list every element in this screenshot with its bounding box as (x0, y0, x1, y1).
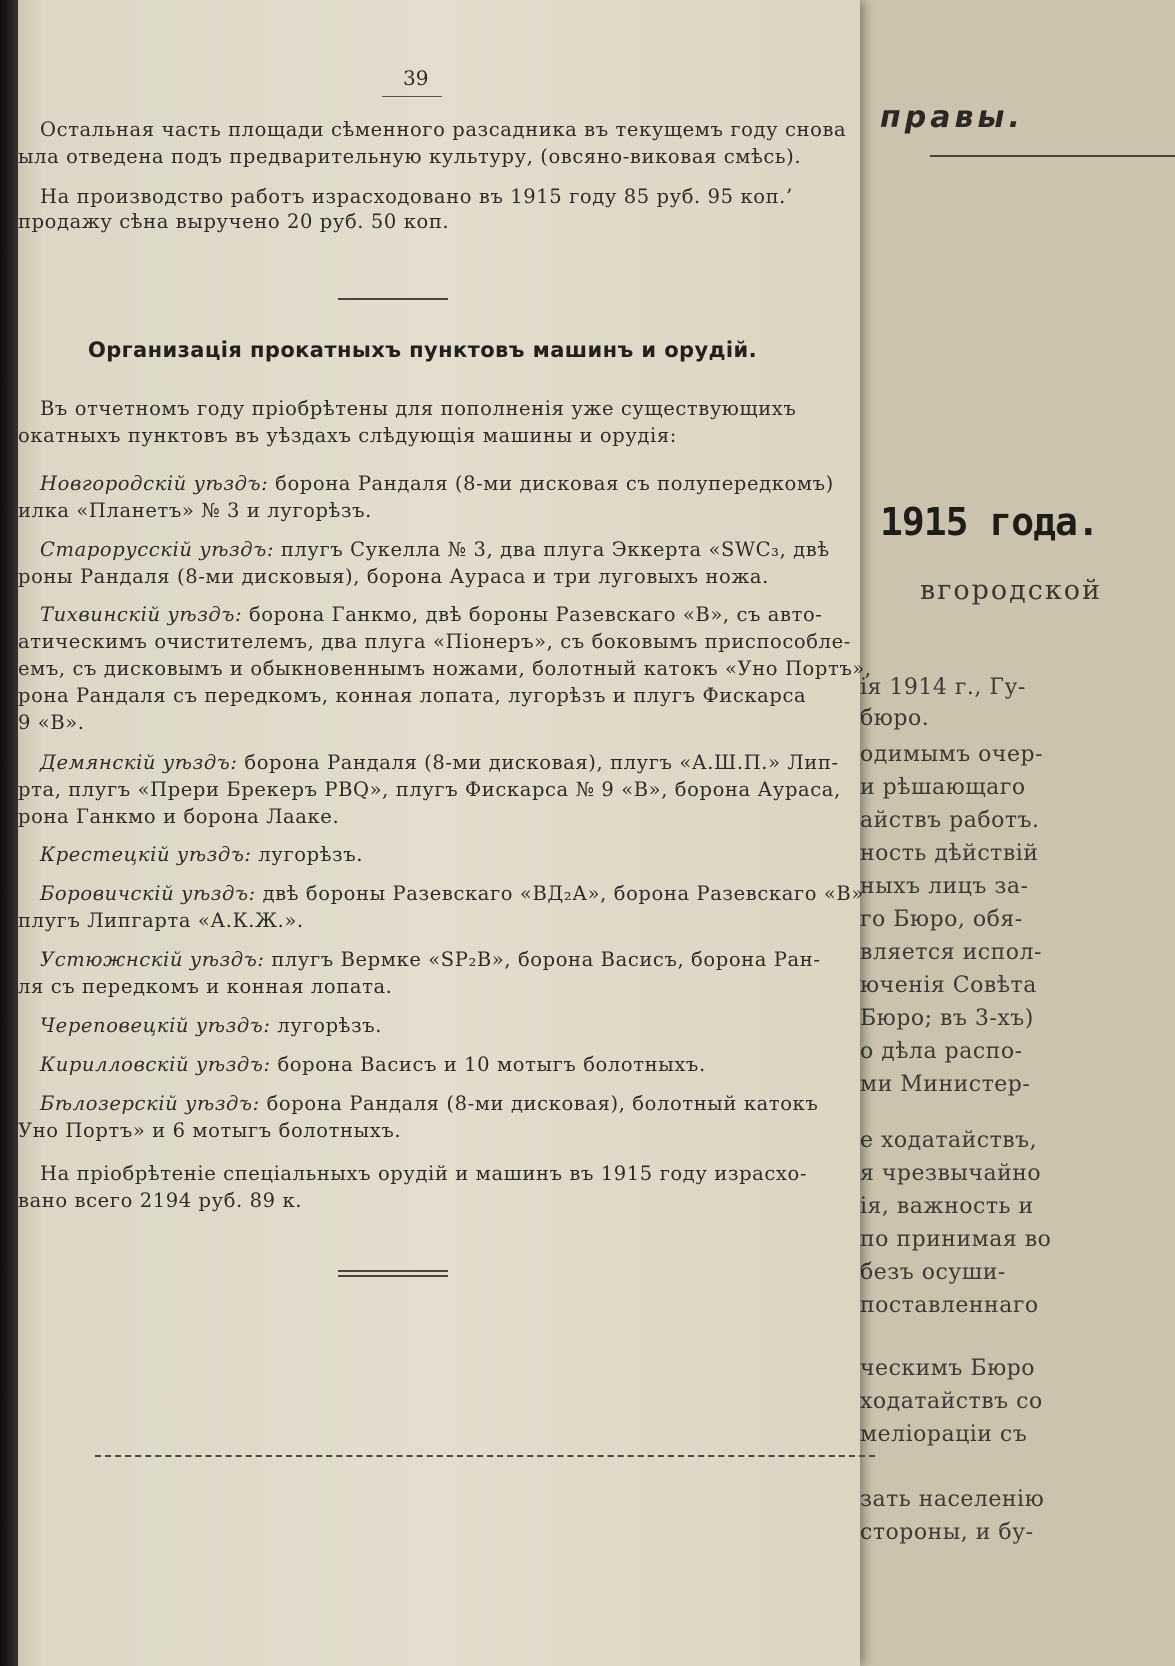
text-line (40, 882, 864, 905)
text-line (18, 909, 304, 932)
district-label: Демянскій уѣздъ: (40, 751, 238, 774)
line-text: роны Рандаля (8-ми дисковыя), борона Аураса и три луговыхъ ножа. (18, 565, 769, 588)
text-line (40, 843, 363, 866)
underlying-page-line: бюро. (860, 706, 930, 731)
separator-rule (338, 298, 448, 300)
page-number: 39 (403, 66, 429, 90)
text-line (40, 948, 821, 971)
page-bottom-rule (95, 1455, 875, 1457)
text-line (40, 1053, 706, 1076)
line-text: плугъ Вермке «SP₂B», борона Васисъ, борона Ран- (264, 948, 821, 971)
closing-double-rule-top (338, 1270, 448, 1272)
underlying-page-line: одимымъ очер- (860, 742, 1044, 767)
line-text: Остальная часть площади сѣменного разсадника въ текущемъ году снова (40, 118, 847, 141)
underlying-page-year-heading: 1915 года. (880, 500, 1099, 544)
district-label: Старорусскій уѣздъ: (40, 538, 275, 561)
text-line (40, 1092, 818, 1115)
text-line (40, 1162, 807, 1185)
line-text: Уно Портъ» и 6 мотыгъ болотныхъ. (18, 1119, 402, 1142)
text-line (40, 397, 796, 420)
underlying-page-line: е ходатайствъ, (860, 1128, 1038, 1153)
line-text: продажу сѣна выручено 20 руб. 50 коп. (18, 210, 450, 233)
text-line (18, 805, 339, 828)
district-label: Кирилловскій уѣздъ: (40, 1053, 271, 1076)
underlying-page-line: ность дѣйствій (860, 841, 1039, 866)
underlying-page-line: ныхъ лицъ за- (860, 874, 1029, 899)
line-text: борона Рандаля (8-ми дисковая), болотный катокъ (259, 1092, 819, 1115)
line-text: На пріобрѣтеніе спеціальныхъ орудій и машинъ въ 1915 году израсхо- (40, 1162, 808, 1185)
front-page (18, 0, 872, 1666)
line-text: борона Рандаля (8-ми дисковая съ полупередкомъ) (268, 472, 834, 495)
line-text: вано всего 2194 руб. 89 к. (18, 1189, 303, 1212)
underlying-page-line: юченія Совѣта (860, 973, 1037, 998)
underlying-page-line: Бюро; въ 3-хъ) (860, 1006, 1034, 1031)
line-text: атическимъ очистителемъ, два плуга «Піонеръ», съ боковымъ приспособле- (18, 630, 851, 653)
line-text: лугорѣзъ. (251, 843, 364, 866)
line-text: борона Васисъ и 10 мотыгъ болотныхъ. (270, 1053, 706, 1076)
underlying-page-line: безъ осуши- (860, 1260, 1006, 1285)
underlying-page-line: я чрезвычайно (860, 1161, 1042, 1186)
district-label: Череповецкій уѣздъ: (40, 1014, 271, 1037)
text-line (40, 1014, 382, 1037)
underlying-page-line: ія 1914 г., Гу- (860, 675, 1026, 700)
text-line (40, 751, 839, 774)
underlying-page-line: ми Министер- (860, 1072, 1031, 1097)
closing-double-rule-bottom (338, 1275, 448, 1277)
line-text: окатныхъ пунктовъ въ уѣздахъ слѣдующія машины и орудія: (18, 424, 677, 447)
text-line (18, 778, 841, 801)
underlying-page-line: го Бюро, обя- (860, 907, 1023, 932)
text-line (18, 630, 851, 653)
line-text: Въ отчетномъ году пріобрѣтены для пополненія уже существующихъ (40, 397, 797, 420)
line-text: борона Рандаля (8-ми дисковая), плугъ «А.Ш.П.» Лип- (237, 751, 839, 774)
section-heading: Организація прокатныхъ пунктовъ машинъ и орудій. (88, 338, 757, 362)
underlying-page-line: зать населенію (860, 1487, 1045, 1512)
underlying-page-line: вляется испол- (860, 940, 1042, 965)
text-line (18, 657, 872, 680)
text-line (18, 424, 677, 447)
district-label: Боровичскій уѣздъ: (40, 882, 256, 905)
text-line (18, 1119, 401, 1142)
district-label: Новгородскій уѣздъ: (40, 472, 269, 495)
underlying-page-line: ія, важность и (860, 1194, 1034, 1219)
underlying-page-line: поставленнаго (860, 1293, 1039, 1318)
underlying-page-line: о дѣла распо- (860, 1039, 1023, 1064)
text-line (40, 538, 830, 561)
underlying-page-line: и рѣшающаго (860, 775, 1026, 800)
district-label: Тихвинскій уѣздъ: (40, 603, 243, 626)
text-line (18, 684, 806, 707)
text-line (40, 603, 823, 626)
line-text: плугъ Сукелла № 3, два плуга Эккерта «SWC₃, двѣ (274, 538, 830, 561)
line-text: ыла отведена подъ предварительную культуру, (овсяно-виковая смѣсь). (18, 145, 802, 168)
text-line (40, 118, 846, 141)
line-text: рта, плугъ «Прери Брекеръ PBQ», плугъ Фискарса № 9 «В», борона Аураса, (18, 778, 841, 801)
line-text: борона Ганкмо, двѣ бороны Разевскаго «В», съ авто- (242, 603, 823, 626)
underlying-page-line: айствъ работъ. (860, 808, 1040, 833)
underlying-page-region-heading: вгородской (920, 575, 1103, 606)
line-text: На производство работъ израсходовано въ 1915 году 85 руб. 95 коп.’ (40, 185, 793, 208)
text-line (18, 210, 449, 233)
district-label: Бѣлозерскій уѣздъ: (40, 1092, 260, 1115)
district-label: Крестецкій уѣздъ: (40, 843, 252, 866)
line-text: 9 «В». (18, 711, 85, 734)
line-text: плугъ Липгарта «А.К.Ж.». (18, 909, 304, 932)
text-line (18, 565, 769, 588)
underlying-page-line: по принимая во (860, 1227, 1052, 1252)
book-binding-edge (0, 0, 18, 1666)
line-text: рона Рандаля съ передкомъ, конная лопата, лугорѣзъ и плугъ Фискарса (18, 684, 807, 707)
text-line (18, 499, 372, 522)
district-label: Устюжнскій уѣздъ: (40, 948, 265, 971)
line-text: ля съ передкомъ и конная лопата. (18, 975, 393, 998)
line-text: лугорѣзъ. (270, 1014, 383, 1037)
page-number-rule (382, 96, 442, 97)
underlying-page-title-rule (930, 155, 1175, 157)
text-line (18, 711, 85, 734)
text-line (18, 1189, 302, 1212)
underlying-page-line: стороны, и бу- (860, 1520, 1034, 1545)
underlying-page-line: ческимъ Бюро (860, 1356, 1036, 1381)
text-line (18, 145, 801, 168)
underlying-page-line: меліораціи съ (860, 1422, 1028, 1447)
underlying-page (860, 0, 1175, 1666)
line-text: емъ, съ дисковымъ и обыкновеннымъ ножами, болотный катокъ «Уно Портъ», (18, 657, 872, 680)
text-line (40, 472, 834, 495)
underlying-page-line: ходатайствъ со (860, 1389, 1043, 1414)
text-line (40, 185, 793, 208)
text-line (18, 975, 392, 998)
line-text: илка «Планетъ» № 3 и лугорѣзъ. (18, 499, 372, 522)
line-text: рона Ганкмо и борона Лааке. (18, 805, 340, 828)
underlying-page-title: правы. (880, 100, 1024, 135)
line-text: двѣ бороны Разевскаго «ВД₂А», борона Разевскаго «В» (255, 882, 864, 905)
